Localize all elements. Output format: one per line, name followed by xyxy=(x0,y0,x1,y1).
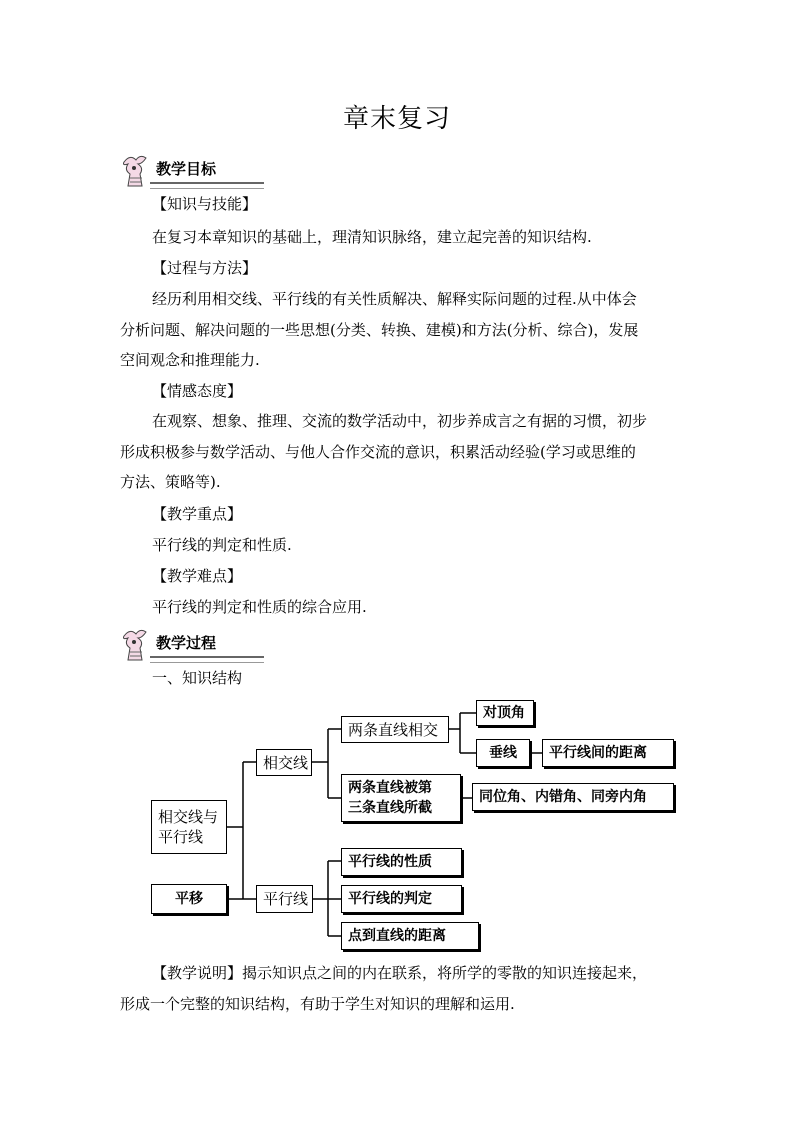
node-parallel-properties: 平行线的性质 xyxy=(341,848,462,876)
process-method-line: 分析问题、解决问题的一些思想(分类、转换、建模)和方法(分析、综合)，发展 xyxy=(120,321,639,339)
emotion-line: 方法、策略等). xyxy=(120,473,221,491)
section-title-goals: 教学目标 xyxy=(156,160,217,178)
key-point-label: 【教学重点】 xyxy=(152,505,243,523)
node-parallel-criteria: 平行线的判定 xyxy=(341,885,462,913)
difficult-point-label: 【教学难点】 xyxy=(152,567,243,585)
process-method-label: 【过程与方法】 xyxy=(152,259,258,277)
teaching-note-line xyxy=(152,963,647,983)
node-parallel-lines: 平行线 xyxy=(256,885,313,913)
knowledge-label: 【知识与技能】 xyxy=(152,195,258,213)
knowledge-text: 在复习本章知识的基础上，理清知识脉络，建立起完善的知识结构. xyxy=(152,228,592,246)
node-root-line: 相交线与 xyxy=(158,808,219,826)
emotion-line: 形成积极参与数学活动、与他人合作交流的意识，积累活动经验(学习或思维的 xyxy=(120,443,636,461)
node-third-line-text: 三条直线所截 xyxy=(348,800,432,816)
teaching-note-text: 揭示知识点之间的内在联系，将所学的零散的知识连接起来， xyxy=(242,964,648,982)
page-title: 章末复习 xyxy=(342,104,451,134)
teaching-note-label: 【教学说明】 xyxy=(152,964,243,982)
node-vertical-angles: 对顶角 xyxy=(476,700,534,726)
node-point-line-distance: 点到直线的距离 xyxy=(341,922,479,950)
node-intersecting-lines: 相交线 xyxy=(256,749,312,776)
section-underline xyxy=(150,182,264,189)
node-root-intersecting-and-parallel xyxy=(151,800,227,854)
node-angle-types: 同位角、内错角、同旁内角 xyxy=(472,783,674,811)
key-point-text: 平行线的判定和性质. xyxy=(152,536,292,554)
difficult-point-text: 平行线的判定和性质的综合应用. xyxy=(152,598,367,616)
node-third-line-text: 两条直线被第 xyxy=(348,780,432,796)
section-underline xyxy=(150,656,264,663)
section-header-goals xyxy=(120,152,270,190)
node-two-lines-intersect: 两条直线相交 xyxy=(341,716,449,743)
process-method-line: 经历利用相交线、平行线的有关性质解决、解释实际问题的过程.从中体会 xyxy=(152,290,637,308)
section-header-process xyxy=(120,626,270,664)
process-method-line: 空间观念和推理能力. xyxy=(120,351,260,369)
node-third-line-cut xyxy=(341,774,461,822)
emotion-label: 【情感态度】 xyxy=(152,382,243,400)
section-title-process: 教学过程 xyxy=(156,634,217,652)
teaching-note-line: 形成一个完整的知识结构，有助于学生对知识的理解和运用. xyxy=(120,995,515,1013)
structure-heading: 一、知识结构 xyxy=(152,669,243,687)
decorative-figure-icon xyxy=(120,152,152,190)
emotion-line: 在观察、想象、推理、交流的数学活动中，初步养成言之有据的习惯，初步 xyxy=(152,412,648,430)
node-perpendicular: 垂线 xyxy=(476,739,530,767)
decorative-figure-icon xyxy=(120,626,152,664)
node-distance-between-parallel: 平行线间的距离 xyxy=(542,739,674,767)
node-translation: 平移 xyxy=(151,884,227,914)
node-root-line: 平行线 xyxy=(158,828,204,846)
